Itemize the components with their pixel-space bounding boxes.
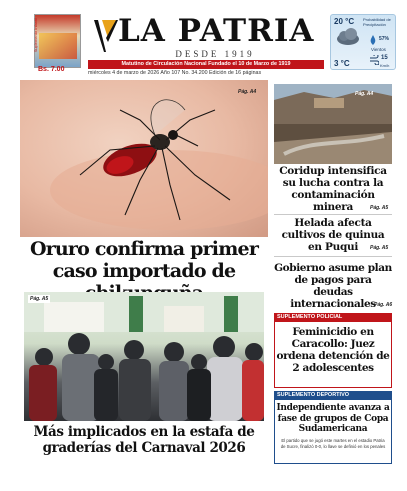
sport-summary: El partido que se jugó este martes en el estadio Patria de Sucre, finalizó 0-0, lo llave se definió en los penales (280, 438, 386, 449)
mosquito-photo[interactable] (20, 80, 268, 237)
newspaper-title[interactable]: LA PATRIA (118, 13, 315, 49)
issue-info: miércoles 4 de marzo de 2026 Año 107 No. 34.200 Edición de 16 páginas (88, 70, 262, 76)
promo-label: Suplemento Infantil (33, 18, 38, 53)
page-reference: Pág. A6 (374, 302, 393, 308)
page-reference: Pág. A4 (238, 89, 257, 95)
tagline-bar: Matutino de Circulación Nacional Fundado el 10 de Marzo de 1919 (88, 60, 324, 69)
crowd-illustration (24, 292, 264, 421)
supplement-promo-thumbnail[interactable] (34, 14, 81, 68)
max-temperature: 20 °C (334, 17, 355, 26)
rain-probability: 57% (379, 36, 390, 42)
mining-photo[interactable] (274, 84, 392, 164)
page-reference: Pág. A4 (355, 91, 374, 97)
wind-label: Vientos (371, 47, 386, 52)
frost-headline[interactable]: Helada afecta cultivos de quinua en Puqui (281, 217, 385, 253)
sport-headline[interactable]: Independiente avanza a fase de grupos de Copa Sudamericana (276, 403, 390, 434)
divider (274, 214, 392, 215)
sport-section-label[interactable]: SUPLEMENTO DEPORTIVO (274, 391, 392, 400)
promo-illustration (39, 33, 77, 59)
rain-label: Probabilidad de Precipitación (363, 17, 391, 27)
page-reference: Pág. A5 (30, 296, 49, 302)
logo-mark-icon (92, 18, 118, 54)
wind-icon (369, 55, 379, 65)
secondary-headline[interactable]: Más implicados en la estafa de graderías del Carnaval 2026 (33, 424, 255, 456)
police-section-label[interactable]: SUPLEMENTO POLICIAL (274, 313, 392, 322)
divider (274, 256, 392, 257)
mining-landscape-illustration (274, 84, 392, 164)
page-reference: Pág. A5 (370, 245, 389, 251)
payment-plan-headline[interactable]: Gobierno asume plan de pagos para deudas internacionales (274, 262, 392, 310)
raindrop-icon (369, 35, 377, 45)
weather-widget (330, 14, 396, 70)
main-headline[interactable]: Oruro confirma primer caso importado de (29, 238, 259, 282)
wind-unit: Km/h (380, 63, 390, 68)
min-temperature: 3 °C (334, 59, 350, 68)
police-headline[interactable]: Feminicidio en Caracollo: Juez ordena detención de 2 adolescentes (276, 326, 390, 374)
mosquito-illustration (20, 80, 268, 237)
page-reference: Pág. A5 (370, 205, 389, 211)
price-label: Bs. 7.00 (38, 66, 65, 73)
wind-speed: 15 (381, 55, 388, 61)
founding-year: DESDE 1919 (175, 49, 255, 59)
cloud-icon (335, 28, 361, 46)
crowd-photo[interactable] (24, 292, 264, 421)
mining-headline[interactable]: Coridup intensifica su lucha contra la contaminación minera (279, 165, 387, 213)
